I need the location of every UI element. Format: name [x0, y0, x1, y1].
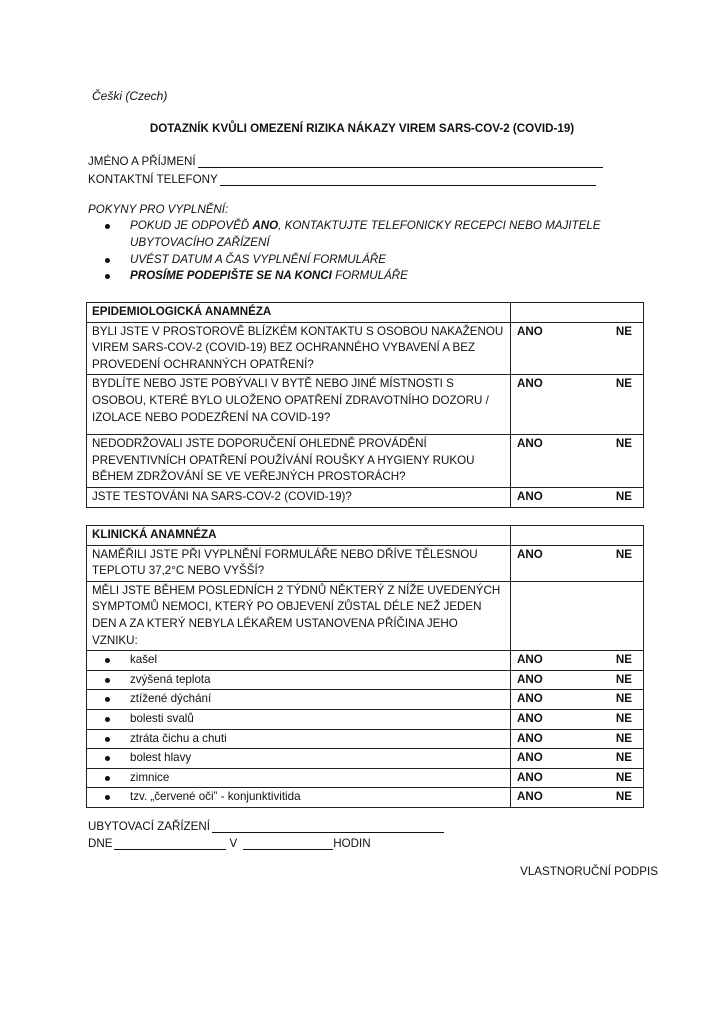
answer-cell[interactable] — [511, 749, 644, 769]
answer-cell[interactable] — [511, 768, 644, 788]
form-title: DOTAZNÍK KVŮLI OMEZENÍ RIZIKA NÁKAZY VIREM SARS-COV-2 (COVID-19) — [149, 122, 575, 135]
epidemiological-table — [86, 302, 644, 508]
question-text: BYDLÍTE NEBO JSTE POBÝVALI V BYTĚ NEBO JINÉ MÍSTNOSTI S OSOBOU, KTERÉ BYLO ULOŽENO OPATŘENÍ ZDRAVOTNÍHO DOZORU / IZOLACE NEBO PODEZŘENÍ NA COVID-19? — [87, 375, 511, 435]
accommodation-label: UBYTOVACÍ ZAŘÍZENÍ — [88, 820, 210, 833]
symptom-row — [87, 729, 644, 749]
bullet-icon — [105, 717, 110, 722]
symptom-label: zimnice — [87, 768, 511, 788]
answer-yes[interactable]: ANO — [517, 653, 543, 667]
date-line[interactable] — [114, 837, 226, 850]
phone-line[interactable] — [220, 173, 596, 186]
bullet-icon — [105, 658, 110, 663]
question-text: MĚLI JSTE BĚHEM POSLEDNÍCH 2 TÝDNŮ NĚKTERÝ Z NÍŽE UVEDENÝCH SYMPTOMŮ NEMOCI, KTERÝ PO OBJEVENÍ ZŮSTAL DÉLE NEŽ JEDEN DEN A ZA KTERÝ NEBYLA LÉKAŘEM USTANOVENA PŘÍČINA JEHO VZNIKU: — [87, 581, 511, 650]
answer-no[interactable]: NE — [615, 731, 632, 745]
answer-yes[interactable]: ANO — [517, 437, 543, 451]
answer-yes[interactable]: ANO — [517, 324, 543, 338]
bullet-icon — [105, 756, 110, 761]
table-row — [87, 435, 644, 488]
instructions-heading: POKYNY PRO VYPLNĚNÍ: — [88, 203, 229, 216]
symptom-row — [87, 749, 644, 769]
answer-yes[interactable]: ANO — [517, 751, 543, 765]
answer-cell[interactable] — [511, 729, 644, 749]
name-line[interactable] — [198, 155, 603, 168]
answer-no[interactable]: NE — [615, 672, 632, 686]
symptom-row — [87, 709, 644, 729]
question-text: NAMĚŘILI JSTE PŘI VYPLNĚNÍ FORMULÁŘE NEBO DŘÍVE TĚLESNOU TEPLOTU 37,2°C NEBO VYŠŠÍ? — [87, 545, 511, 581]
hour-line[interactable] — [243, 837, 333, 850]
answer-cell[interactable] — [511, 487, 644, 507]
accommodation-line[interactable] — [212, 820, 444, 833]
epidemiological-heading: EPIDEMIOLOGICKÁ ANAMNÉZA — [87, 303, 511, 323]
answer-cell[interactable] — [511, 375, 644, 435]
answer-cell[interactable] — [511, 788, 644, 808]
language-label: Češki (Czech) — [92, 89, 168, 103]
answer-no[interactable]: NE — [615, 711, 632, 725]
answer-cell[interactable] — [511, 709, 644, 729]
table-header-row — [87, 303, 644, 323]
answer-yes[interactable]: ANO — [517, 489, 543, 503]
table-row — [87, 322, 644, 375]
date-time-field[interactable] — [88, 834, 371, 850]
answer-no[interactable]: NE — [615, 790, 632, 804]
name-label: JMÉNO A PŘÍJMENÍ — [88, 155, 196, 168]
answer-yes[interactable]: ANO — [517, 790, 543, 804]
table-row — [87, 545, 644, 581]
answer-no[interactable]: NE — [615, 324, 632, 338]
symptom-row — [87, 670, 644, 690]
answer-yes[interactable]: ANO — [517, 547, 543, 561]
answer-no[interactable]: NE — [615, 547, 632, 561]
answer-no[interactable]: NE — [615, 770, 632, 784]
accommodation-field[interactable] — [88, 817, 444, 833]
symptom-label: ztráta čichu a chuti — [87, 729, 511, 749]
symptom-label: tzv. „červené oči” - konjunktivitida — [87, 788, 511, 808]
answer-cell[interactable] — [511, 322, 644, 375]
answer-yes[interactable]: ANO — [517, 377, 543, 391]
question-text: NEDODRŽOVALI JSTE DOPORUČENÍ OHLEDNĚ PROVÁDĚNÍ PREVENTIVNÍCH OPATŘENÍ POUŽÍVÁNÍ ROUŠKY A HYGIENY RUKOU BĚHEM ZDRŽOVÁNÍ SE VE VEŘEJNÝCH PROSTORÁCH? — [87, 435, 511, 488]
question-text: BYLI JSTE V PROSTOROVĚ BLÍZKÉM KONTAKTU S OSOBOU NAKAŽENOU VIREM SARS-COV-2 (COVID-19) BEZ OCHRANNÉHO VYBAVENÍ A BEZ PROVEDENÍ OCHRANNÝCH OPATŘENÍ? — [87, 322, 511, 375]
table-row — [87, 375, 644, 435]
at-label: V — [229, 837, 238, 850]
date-label: DNE — [88, 837, 113, 850]
answer-yes[interactable]: ANO — [517, 770, 543, 784]
question-text: JSTE TESTOVÁNI NA SARS-COV-2 (COVID-19)? — [87, 487, 511, 507]
phone-field[interactable] — [88, 170, 596, 186]
answer-no[interactable]: NE — [615, 751, 632, 765]
instruction-item: UVÉST DATUM A ČAS VYPLNĚNÍ FORMULÁŘE — [88, 252, 678, 269]
hours-label: HODIN — [333, 837, 371, 850]
symptom-row — [87, 690, 644, 710]
answer-no[interactable]: NE — [615, 437, 632, 451]
symptom-row — [87, 651, 644, 671]
symptom-label: bolest hlavy — [87, 749, 511, 769]
bullet-icon — [105, 776, 110, 781]
bullet-icon — [105, 274, 110, 279]
clinical-heading: KLINICKÁ ANAMNÉZA — [87, 526, 511, 546]
answer-no[interactable]: NE — [615, 377, 632, 391]
answer-yes[interactable]: ANO — [517, 731, 543, 745]
bullet-icon — [105, 258, 110, 263]
answer-cell[interactable] — [511, 670, 644, 690]
answer-yes[interactable]: ANO — [517, 692, 543, 706]
clinical-table — [86, 525, 644, 808]
answer-yes[interactable]: ANO — [517, 672, 543, 686]
answer-yes[interactable]: ANO — [517, 711, 543, 725]
answer-no[interactable]: NE — [615, 653, 632, 667]
answer-cell[interactable] — [511, 651, 644, 671]
answer-no[interactable]: NE — [615, 489, 632, 503]
symptom-label: kašel — [87, 651, 511, 671]
symptom-label: bolesti svalů — [87, 709, 511, 729]
table-row — [87, 487, 644, 507]
bullet-icon — [105, 678, 110, 683]
bullet-icon — [105, 737, 110, 742]
symptom-row — [87, 788, 644, 808]
symptom-row — [87, 768, 644, 788]
bullet-icon — [105, 795, 110, 800]
bullet-icon — [105, 697, 110, 702]
instruction-item: POKUD JE ODPOVĚĎ ANO, KONTAKTUJTE TELEFONICKY RECEPCI NEBO MAJITELE UBYTOVACÍHO ZAŘÍZENÍ — [88, 218, 678, 252]
answer-cell[interactable] — [511, 435, 644, 488]
answer-no[interactable]: NE — [615, 692, 632, 706]
phone-label: KONTAKTNÍ TELEFONY — [88, 173, 218, 186]
signature-label: VLASTNORUČNÍ PODPIS — [520, 865, 658, 878]
table-header-row — [87, 526, 644, 546]
symptom-label: ztížené dýchání — [87, 690, 511, 710]
table-row — [87, 581, 644, 650]
instruction-item: PROSÍME PODEPIŠTE SE NA KONCI FORMULÁŘE — [88, 268, 678, 285]
instructions-list — [88, 218, 678, 285]
answer-cell[interactable] — [511, 545, 644, 581]
name-field[interactable] — [88, 152, 603, 168]
answer-cell[interactable] — [511, 690, 644, 710]
bullet-icon — [105, 224, 110, 229]
symptom-label: zvýšená teplota — [87, 670, 511, 690]
